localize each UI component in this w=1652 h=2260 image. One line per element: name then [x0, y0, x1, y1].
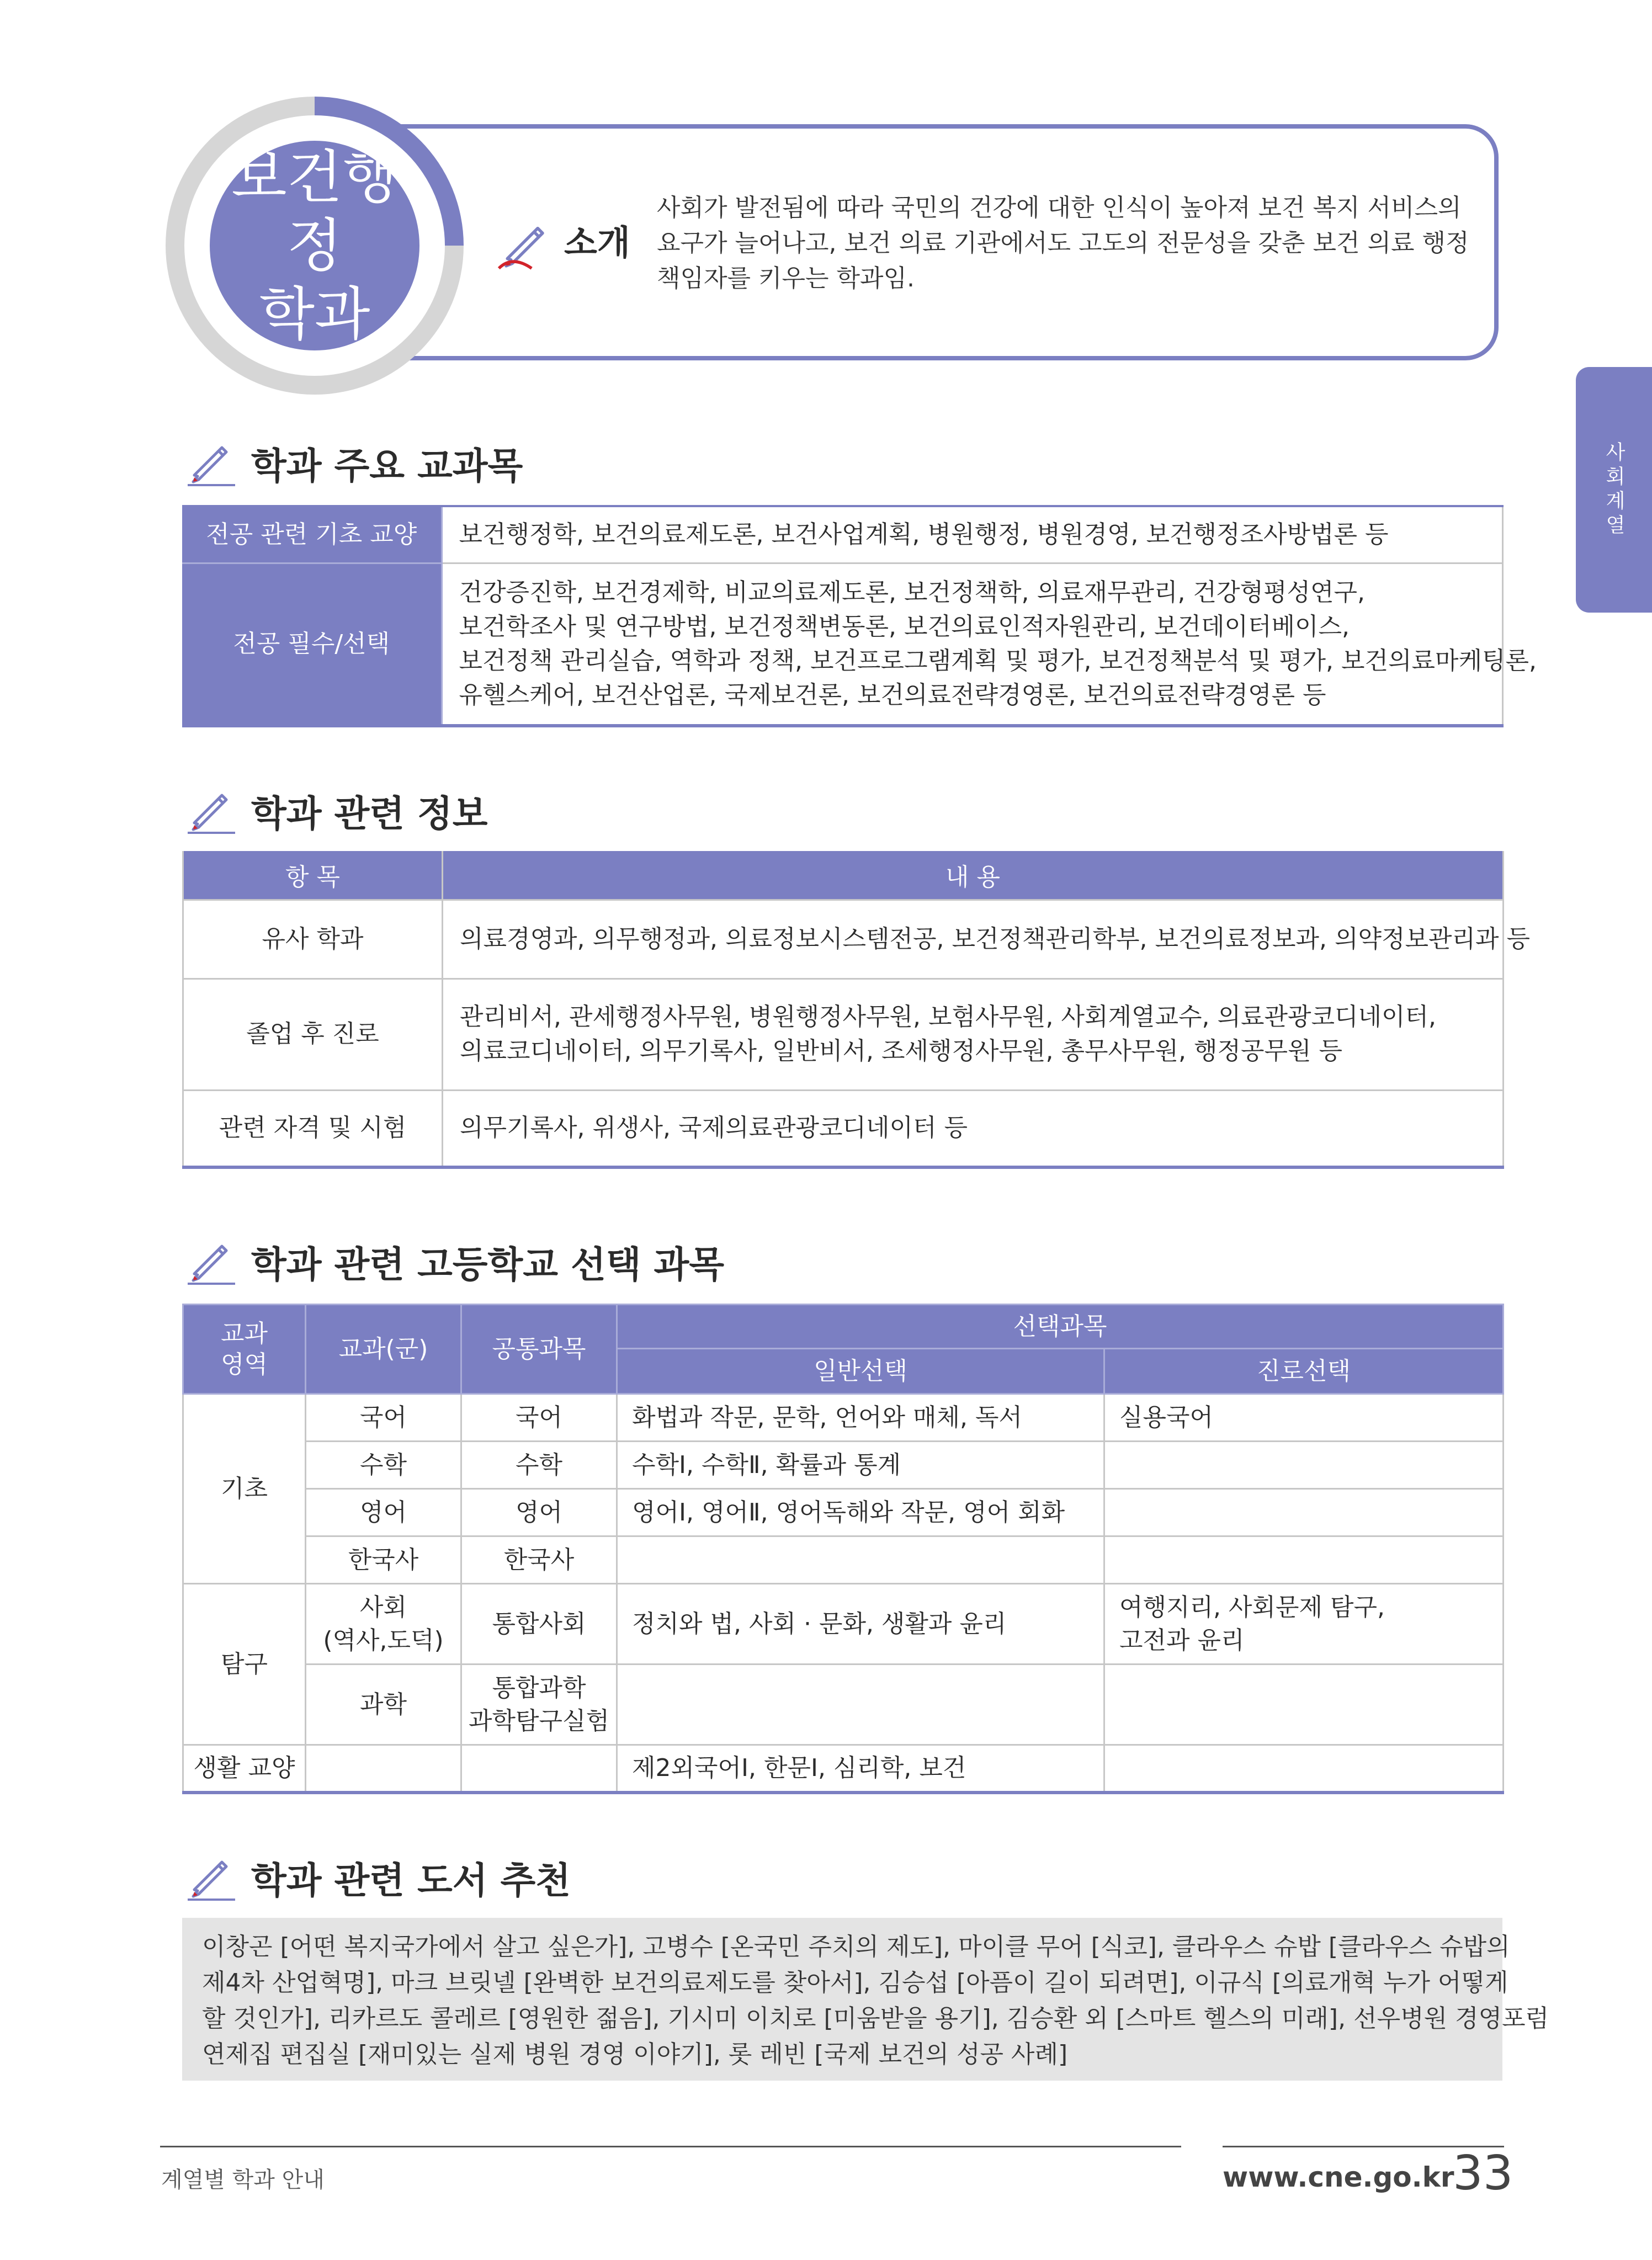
- general-cell: 수학Ⅰ, 수학Ⅱ, 확률과 통계: [617, 1442, 1104, 1489]
- group-line: 사회: [359, 1593, 407, 1621]
- row-line: 보건학조사 및 연구방법, 보건정책변동론, 보건의료인적자원관리, 보건데이터베이스,: [459, 612, 1350, 641]
- table-row: [183, 979, 1504, 1090]
- subjects-table: [182, 505, 1537, 727]
- intro-text: [657, 190, 1474, 296]
- row-line: 건강증진학, 보건경제학, 비교의료제도론, 보건정책학, 의료재무관리, 건강형평성연구,: [459, 578, 1365, 607]
- common-line: 통합과학: [492, 1673, 586, 1702]
- general-cell: 화법과 작문, 문학, 언어와 매체, 독서: [617, 1394, 1104, 1442]
- area-cell: 생활 교양: [183, 1745, 306, 1793]
- pencil-icon: [182, 1848, 237, 1903]
- common-cell: 수학: [461, 1442, 617, 1489]
- intro-label: 소개: [564, 222, 630, 263]
- row-content: [442, 563, 1537, 726]
- department-title-line-1: 보건행정: [231, 143, 398, 279]
- footer-divider: [160, 2146, 1181, 2147]
- general-cell: 영어Ⅰ, 영어Ⅱ, 영어독해와 작문, 영어 회화: [617, 1489, 1104, 1536]
- group-cell: 국어: [306, 1394, 461, 1442]
- career-cell: [1104, 1745, 1504, 1793]
- category-side-tab-label: 사회계열: [1602, 441, 1626, 539]
- row-content: [442, 506, 1502, 563]
- category-side-tab[interactable]: [1576, 367, 1652, 613]
- table-header-row: [183, 1305, 1504, 1349]
- header-area: [183, 1305, 306, 1394]
- department-title-line-2: 학과: [259, 280, 370, 348]
- group-cell: 과학: [306, 1665, 461, 1745]
- table-row: [183, 1090, 1504, 1167]
- area-cell: 탐구: [183, 1584, 306, 1745]
- row-line: 의료코디네이터, 의무기록사, 일반비서, 조세행정사무원, 총무사무원, 행정공무원 등: [460, 1037, 1342, 1065]
- table-header-row: [183, 851, 1504, 900]
- header-career: 진로선택: [1104, 1349, 1504, 1394]
- table-row: [182, 506, 1502, 563]
- book-line: 제4차 산업혁명], 마크 브릿넬 [완벽한 보건의료제도를 찾아서], 김승섭 [아픔이 길이 되려면], 이규식 [의료개혁 누가 어떻게: [202, 1969, 1508, 1997]
- table-row: [183, 1489, 1504, 1536]
- row-line: 의료경영과, 의무행정과, 의료정보시스템전공, 보건정책관리학부, 보건의료정보과, 의약정보관리과 등: [460, 924, 1531, 953]
- intro-line: 사회가 발전됨에 따라 국민의 건강에 대한 인식이 높아져 보건 복지 서비스의: [657, 194, 1462, 222]
- footer-label: 계열별 학과 안내: [161, 2167, 325, 2193]
- table-row: [183, 1442, 1504, 1489]
- intro-line: 책임자를 키우는 학과임.: [657, 264, 915, 293]
- row-label: 유사 학과: [183, 900, 443, 979]
- row-label: 관련 자격 및 시험: [183, 1090, 443, 1167]
- row-label: 전공 관련 기초 교양: [182, 506, 442, 563]
- section-title-subjects: 학과 주요 교과목: [251, 445, 523, 487]
- book-line: 연제집 편집실 [재미있는 실제 병원 경영 이야기], 롯 레빈 [국제 보건의 성공 사례]: [202, 2040, 1068, 2068]
- career-cell: [1104, 1584, 1504, 1665]
- book-line: 할 것인가], 리카르도 콜레르 [영원한 젊음], 기시미 이치로 [미움받을 용기], 김승환 외 [스마트 헬스의 미래], 선우병원 경영포럼: [202, 2004, 1549, 2033]
- header-cell: 내 용: [443, 851, 1504, 900]
- pencil-icon: [182, 781, 237, 836]
- group-cell: 수학: [306, 1442, 461, 1489]
- pencil-icon: [494, 212, 555, 273]
- row-line: 보건행정학, 보건의료제도론, 보건사업계획, 병원행정, 병원경영, 보건행정조사방법론 등: [459, 520, 1389, 549]
- common-cell: [461, 1745, 617, 1793]
- row-content: [443, 900, 1531, 979]
- table-row: [183, 1745, 1504, 1793]
- general-cell: [617, 1665, 1104, 1745]
- common-cell: 한국사: [461, 1536, 617, 1584]
- row-line: 보건정책 관리실습, 역학과 정책, 보건프로그램계획 및 평가, 보건정책분석 및 평가, 보건의료마케팅론,: [459, 646, 1537, 675]
- career-line: 여행지리, 사회문제 탐구,: [1119, 1593, 1385, 1621]
- group-cell: 영어: [306, 1489, 461, 1536]
- header-common: 공통과목: [461, 1305, 617, 1394]
- common-cell: 통합사회: [461, 1584, 617, 1665]
- career-cell: [1104, 1442, 1504, 1489]
- general-cell: 제2외국어Ⅰ, 한문Ⅰ, 심리학, 보건: [617, 1745, 1104, 1793]
- group-cell: [306, 1745, 461, 1793]
- row-line: 의무기록사, 위생사, 국제의료관광코디네이터 등: [460, 1114, 968, 1142]
- page-number: 33: [1453, 2146, 1513, 2201]
- highschool-subjects-table: [182, 1304, 1504, 1794]
- career-cell: [1104, 1489, 1504, 1536]
- info-table: [182, 851, 1531, 1169]
- career-line: 고전과 윤리: [1119, 1626, 1245, 1655]
- section-title-info: 학과 관련 정보: [251, 793, 488, 835]
- table-row: [183, 1394, 1504, 1442]
- career-cell: [1104, 1665, 1504, 1745]
- header-elective: 선택과목: [617, 1305, 1504, 1349]
- table-row: [183, 1665, 1504, 1745]
- group-cell: [306, 1584, 461, 1665]
- row-content: [443, 979, 1504, 1090]
- section-title-highschool: 학과 관련 고등학교 선택 과목: [251, 1243, 724, 1286]
- career-cell: 실용국어: [1104, 1394, 1504, 1442]
- table-row: [183, 900, 1504, 979]
- header-group: 교과(군): [306, 1305, 461, 1394]
- table-row: [182, 563, 1502, 726]
- area-cell: 기초: [183, 1394, 306, 1584]
- header-cell: 항 목: [183, 851, 443, 900]
- group-line: (역사,도덕): [323, 1626, 444, 1655]
- pencil-icon: [182, 1232, 237, 1287]
- group-cell: 한국사: [306, 1536, 461, 1584]
- common-cell: 국어: [461, 1394, 617, 1442]
- common-cell: 영어: [461, 1489, 617, 1536]
- pencil-icon: [182, 433, 237, 488]
- section-title-books: 학과 관련 도서 추천: [251, 1859, 571, 1902]
- department-title: [210, 141, 419, 350]
- book-line: 이창곤 [어떤 복지국가에서 살고 싶은가], 고병수 [온국민 주치의 제도], 마이클 무어 [식코], 클라우스 슈밥 [클라우스 슈밥의: [202, 1933, 1510, 1961]
- row-line: 관리비서, 관세행정사무원, 병원행정사무원, 보험사무원, 사회계열교수, 의료관광코디네이터,: [460, 1003, 1436, 1031]
- header-area-line: 영역: [220, 1350, 268, 1379]
- header-area-line: 교과: [220, 1319, 268, 1348]
- career-cell: [1104, 1536, 1504, 1584]
- row-label: 전공 필수/선택: [182, 563, 442, 726]
- book-recommendations: [182, 1918, 1549, 2081]
- common-line: 과학탐구실험: [468, 1706, 610, 1735]
- general-cell: 정치와 법, 사회 · 문화, 생활과 윤리: [617, 1584, 1104, 1665]
- intro-line: 요구가 늘어나고, 보건 의료 기관에서도 고도의 전문성을 갖춘 보건 의료 행정: [657, 229, 1469, 257]
- row-label: 졸업 후 진로: [183, 979, 443, 1090]
- common-cell: [461, 1665, 617, 1745]
- table-row: [183, 1584, 1504, 1665]
- row-line: 유헬스케어, 보건산업론, 국제보건론, 보건의료전략경영론, 보건의료전략경영론 등: [459, 680, 1326, 709]
- footer-url-link[interactable]: www.cne.go.kr: [1223, 2161, 1454, 2193]
- table-row: [183, 1536, 1504, 1584]
- row-content: [443, 1090, 1504, 1167]
- general-cell: [617, 1536, 1104, 1584]
- header-general: 일반선택: [617, 1349, 1104, 1394]
